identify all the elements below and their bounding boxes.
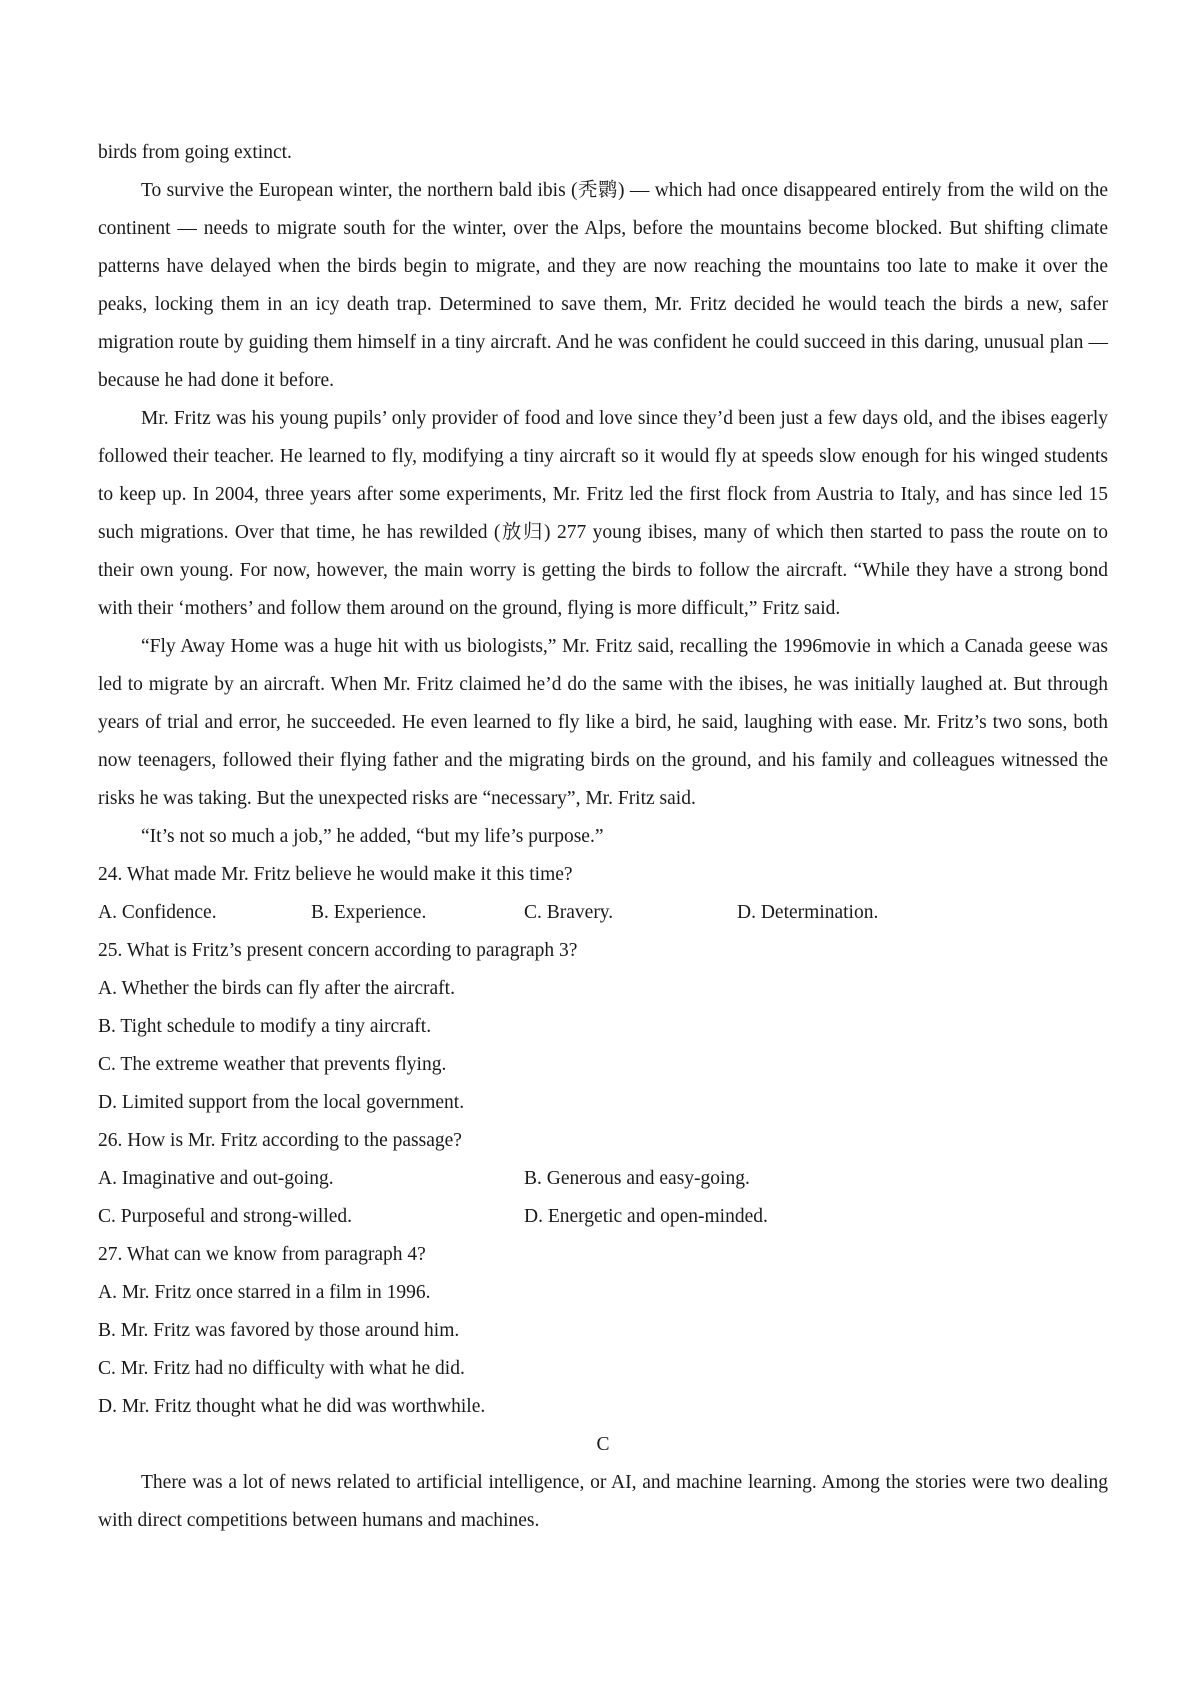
passage-paragraph-4: “It’s not so much a job,” he added, “but my life’s purpose.” <box>141 826 604 847</box>
question-26-option-d: D. Energetic and open-minded. <box>524 1206 768 1227</box>
question-27-stem: 27. What can we know from paragraph 4? <box>98 1244 426 1265</box>
question-26-stem: 26. How is Mr. Fritz according to the passage? <box>98 1130 462 1151</box>
question-24-stem: 24. What made Mr. Fritz believe he would make it this time? <box>98 864 573 885</box>
section-heading-c: C <box>596 1434 610 1455</box>
section-c-paragraph-1: There was a lot of news related to artificial intelligence, or AI, and machine learning. Among the stories were two dealing with direct competitions between humans and machines. <box>98 1472 1108 1531</box>
question-26-option-b: B. Generous and easy-going. <box>524 1168 750 1189</box>
question-27-option-d: D. Mr. Fritz thought what he did was worthwhile. <box>98 1396 486 1417</box>
question-25-option-d: D. Limited support from the local government. <box>98 1092 465 1113</box>
passage-paragraph-1: To survive the European winter, the northern bald ibis (秃鹮) — which had once disappeared entirely from the wild on the continent — needs to migrate south for the winter, over the Alps, before the mountains become blocked. But shifting climate patterns have delayed when the birds begin to migrate, and they are now reaching the mountains too late to make it over the peaks, locking them in an icy death trap. Determined to save them, Mr. Fritz decided he would teach the birds a new, safer migration route by guiding them himself in a tiny aircraft. And he was confident he could succeed in this daring, unusual plan —because he had done it before. <box>98 180 1108 391</box>
question-25-option-b: B. Tight schedule to modify a tiny aircraft. <box>98 1016 432 1037</box>
question-25-stem: 25. What is Fritz’s present concern according to paragraph 3? <box>98 940 578 961</box>
question-24-options <box>98 894 1108 932</box>
document-page <box>98 134 1108 1540</box>
question-24-option-a: A. Confidence. <box>98 902 217 923</box>
question-24-option-b: B. Experience. <box>311 902 427 923</box>
passage-paragraph-2: Mr. Fritz was his young pupils’ only provider of food and love since they’d been just a few days old, and the ibises eagerly followed their teacher. He learned to fly, modifying a tiny aircraft so it would fly at speeds slow enough for his winged students to keep up. In 2004, three years after some experiments, Mr. Fritz led the first flock from Austria to Italy, and has since led 15 such migrations. Over that time, he has rewilded (放归) 277 young ibises, many of which then started to pass the route on to their own young. For now, however, the main worry is getting the birds to follow the aircraft. “While they have a strong bond with their ‘mothers’ and follow them around on the ground, flying is more difficult,” Fritz said. <box>98 408 1108 619</box>
question-26-option-c: C. Purposeful and strong-willed. <box>98 1206 353 1227</box>
question-25-option-a: A. Whether the birds can fly after the aircraft. <box>98 978 455 999</box>
passage-fragment: birds from going extinct. <box>98 142 292 163</box>
question-27-option-b: B. Mr. Fritz was favored by those around him. <box>98 1320 460 1341</box>
question-25-option-c: C. The extreme weather that prevents flying. <box>98 1054 447 1075</box>
question-24-option-c: C. Bravery. <box>524 902 614 923</box>
passage-paragraph-3: “Fly Away Home was a huge hit with us biologists,” Mr. Fritz said, recalling the 1996movie in which a Canada geese was led to migrate by an aircraft. When Mr. Fritz claimed he’d do the same with the ibises, he was initially laughed at. But through years of trial and error, he succeeded. He even learned to fly like a bird, he said, laughing with ease. Mr. Fritz’s two sons, both now teenagers, followed their flying father and the migrating birds on the ground, and his family and colleagues witnessed the risks he was taking. But the unexpected risks are “necessary”, Mr. Fritz said. <box>98 636 1108 809</box>
question-24-option-d: D. Determination. <box>737 902 879 923</box>
question-26-options-row-1 <box>98 1160 1108 1198</box>
question-27-option-c: C. Mr. Fritz had no difficulty with what he did. <box>98 1358 465 1379</box>
question-26-options-row-2 <box>98 1198 1108 1236</box>
question-27-option-a: A. Mr. Fritz once starred in a film in 1996. <box>98 1282 431 1303</box>
question-26-option-a: A. Imaginative and out-going. <box>98 1168 334 1189</box>
